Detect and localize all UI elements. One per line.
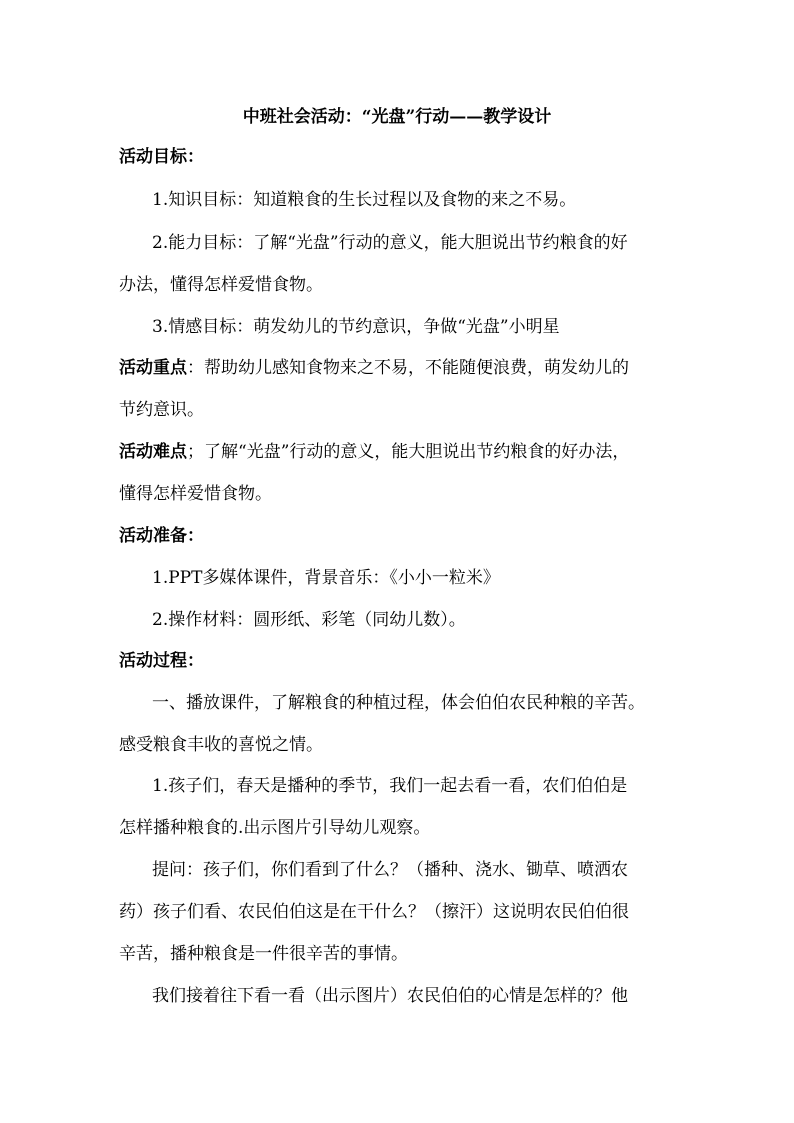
difficulty-label: 活动难点: [119, 442, 187, 462]
goal-emotion: 3.情感目标：萌发幼儿的节约意识，争做“光盘”小明星: [152, 317, 560, 337]
difficulty-line2: 懂得怎样爱惜食物。: [119, 484, 272, 504]
process-p1-line2: 感受粮食丰收的喜悦之情。: [119, 735, 323, 755]
process-p3-line3: 辛苦，播种粮食是一件很辛苦的事情。: [119, 944, 408, 964]
preparation-heading: 活动准备：: [119, 526, 204, 546]
key-point-label: 活动重点: [119, 358, 187, 378]
key-point-line1: [119, 354, 629, 382]
preparation-item2: 2.操作材料：圆形纸、彩笔（同幼儿数）。: [152, 610, 466, 630]
goal-knowledge: 1.知识目标：知道粮食的生长过程以及食物的来之不易。: [152, 190, 577, 210]
difficulty-line1: [119, 438, 629, 466]
process-p2-line2: 怎样播种粮食的.出示图片引导幼儿观察。: [119, 818, 431, 838]
process-p3-line1: 提问：孩子们，你们看到了什么？（播种、浇水、锄草、喷洒农: [152, 860, 628, 880]
process-p2-line1: 1.孩子们，春天是播种的季节，我们一起去看一看，农们伯伯是: [152, 776, 628, 796]
process-heading: 活动过程：: [119, 651, 204, 671]
process-p3-line2: 药）孩子们看、农民伯伯这是在干什么？（擦汗）这说明农民伯伯很: [119, 902, 629, 922]
goals-heading: 活动目标：: [119, 147, 204, 167]
difficulty-text: ；了解“光盘”行动的意义，能大胆说出节约粮食的好办法，: [187, 442, 630, 462]
key-point-line2: 节约意识。: [119, 400, 204, 420]
goal-ability-line2: 办法，懂得怎样爱惜食物。: [119, 275, 323, 295]
goal-ability-line1: 2.能力目标：了解“光盘”行动的意义，能大胆说出节约粮食的好: [152, 233, 628, 253]
key-point-text: ：帮助幼儿感知食物来之不易，不能随便浪费，萌发幼儿的: [187, 358, 629, 378]
process-p4-line1: 我们接着往下看一看（出示图片）农民伯伯的心情是怎样的？他: [152, 986, 628, 1006]
process-p1-line1: 一、播放课件，了解粮食的种植过程，体会伯伯农民种粮的辛苦。: [152, 693, 645, 713]
page-title: 中班社会活动：“光盘”行动——教学设计: [242, 107, 552, 127]
preparation-item1: 1.PPT多媒体课件，背景音乐：《小小一粒米》: [152, 568, 500, 588]
